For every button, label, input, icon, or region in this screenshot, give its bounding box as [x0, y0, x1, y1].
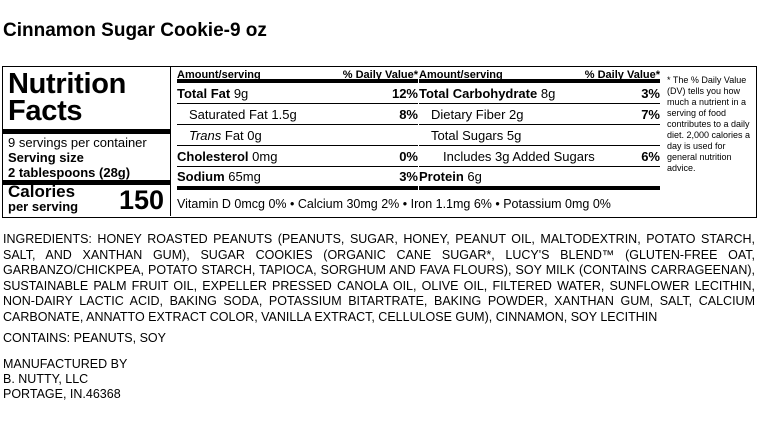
manufacturer-line-2: B. NUTTY, LLC	[3, 372, 89, 386]
nutrient-table	[171, 67, 662, 216]
manufacturer-info	[3, 357, 127, 402]
nutrition-facts-label	[2, 66, 757, 218]
nutrient-row-sodium: Sodium 65mg 3%	[177, 167, 418, 190]
calories-value: 150	[118, 185, 164, 215]
nutrient-row-saturated-fat: Saturated Fat 1.5g 8%	[177, 104, 418, 125]
nutrient-row-dietary-fiber: Dietary Fiber 2g 7%	[419, 104, 660, 125]
header-amount: Amount/serving	[177, 69, 261, 81]
nutrient-row-total-carbohydrate: Total Carbohydrate 8g 3%	[419, 83, 660, 104]
nutrient-row-trans-fat: Trans Fat 0g	[177, 125, 418, 146]
allergen-statement: CONTAINS: PEANUTS, SOY	[3, 331, 166, 345]
ingredients-text: INGREDIENTS: HONEY ROASTED PEANUTS (PEANUTS, SUGAR, HONEY, PEANUT OIL, MALTODEXTRIN, POTATO STARCH, SALT, AND XANTHAN GUM), SUGAR COOKIES (ORGANIC CANE SUGAR*, LUCY'S BLEND™ (GLUTEN-FREE OAT, GARBANZO/CHICKPEA, POTATO STARCH, TAPIOCA, SORGHUM AND FAVA FLOURS), SOY MILK (CONTAINS CARRAGEENAN), SUSTAINABLE PALM FRUIT OIL, EXPELLER PRESSED CANOLA OIL, OLIVE OIL, FILTERED WATER, SUNFLOWER LECITHIN, NON-DAIRY LACTIC ACID, BAKING SODA, POTASSIUM BITARTRATE, BAKING POWDER, XANTHAN GUM, SALT, CALCIUM CARBONATE, ANNATTO EXTRACT COLOR, VANILLA EXTRACT, CELLULOSE GUM), CINNAMON, SOY LECITHIN	[3, 232, 755, 324]
vitamins-minerals: Vitamin D 0mcg 0% • Calcium 30mg 2% • Iron 1.1mg 6% • Potassium 0mg 0%	[177, 197, 611, 211]
nutrition-facts-heading	[8, 68, 170, 127]
nutrient-row-added-sugars: Includes 3g Added Sugars 6%	[419, 146, 660, 167]
daily-value-footnote: * The % Daily Value (DV) tells you how much a nutrient in a serving of food contributes to a daily diet. 2,000 calories a day is used for general nutrition advice.	[667, 75, 751, 173]
product-title: Cinnamon Sugar Cookie-9 oz	[3, 20, 267, 41]
label-summary	[3, 67, 171, 216]
nutrient-row-total-sugars: Total Sugars 5g	[419, 125, 660, 146]
nutrient-row-cholesterol: Cholesterol 0mg 0%	[177, 146, 418, 167]
divider	[3, 129, 170, 134]
column-header	[177, 67, 418, 83]
serving-size-value: 2 tablespoons (28g)	[8, 165, 131, 180]
heading-line-2: Facts	[8, 95, 83, 127]
header-dv: % Daily Value*	[342, 69, 418, 81]
nutrient-row-protein: Protein 6g	[419, 167, 660, 190]
nutrient-column-left	[177, 67, 418, 190]
header-amount: Amount/serving	[419, 69, 503, 81]
serving-info	[8, 135, 168, 180]
column-header	[419, 67, 660, 83]
manufacturer-line-1: MANUFACTURED BY	[3, 357, 128, 371]
nutrient-row-total-fat: Total Fat 9g 12%	[177, 83, 418, 104]
calories-sub-text: per serving	[8, 199, 79, 214]
heading-line-1: Nutrition	[8, 68, 127, 100]
calories-label	[8, 184, 78, 213]
serving-size-label: Serving size	[8, 150, 84, 165]
manufacturer-line-3: PORTAGE, IN.46368	[3, 387, 121, 401]
nutrient-column-right	[419, 67, 660, 190]
servings-per-container: 9 servings per container	[8, 135, 147, 150]
calories-label-text: Calories	[8, 182, 76, 201]
header-dv: % Daily Value*	[584, 69, 660, 81]
